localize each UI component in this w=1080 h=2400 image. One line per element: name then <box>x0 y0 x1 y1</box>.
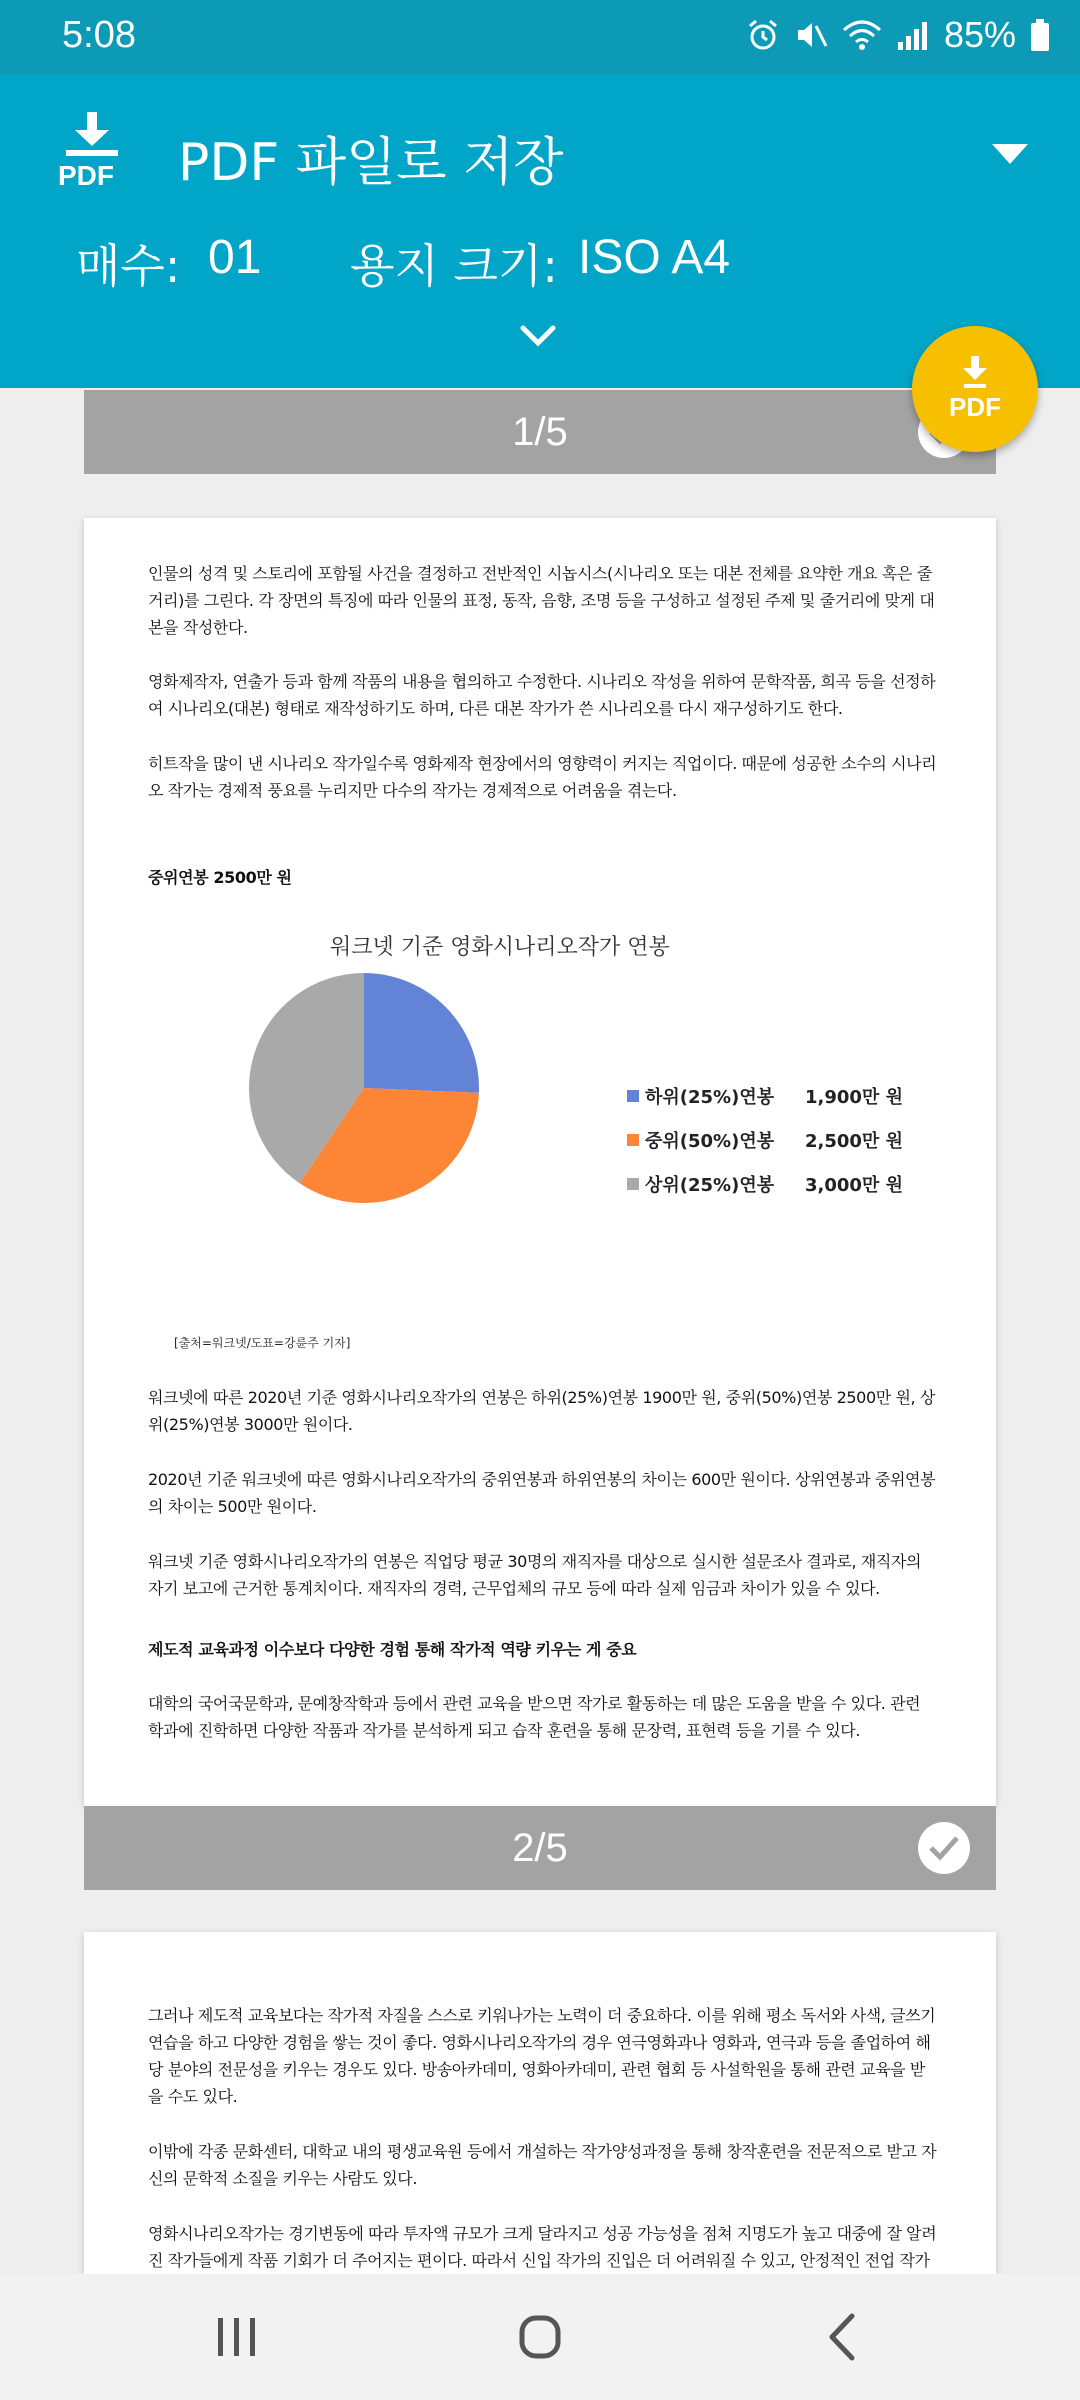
legend-item <box>627 1074 903 1118</box>
legend-swatch <box>627 1178 639 1190</box>
copies-label: 매수: <box>76 239 181 293</box>
legend-value: 3,000만 원 <box>805 1175 903 1196</box>
page-number: 1/5 <box>512 410 568 454</box>
recents-icon <box>176 2274 296 2400</box>
section-heading: 중위연봉 2500만 원 <box>148 868 292 887</box>
printer-select[interactable]: PDF 파일로 저장 <box>178 133 564 193</box>
checkmark-icon <box>928 1834 960 1862</box>
paper-size-label: 용지 크기: <box>350 239 558 293</box>
page-select-checkbox[interactable] <box>918 1822 970 1874</box>
paragraph: 이밖에 각종 문화센터, 대학교 내의 평생교육원 등에서 개설하는 작가양성과정을 통해 창작훈련을 전문적으로 받고 자신의 문학적 소질을 키우는 사람도 있다. <box>148 2142 937 2188</box>
legend-swatch <box>627 1090 639 1102</box>
paragraph: 영화제작자, 연출가 등과 함께 작품의 내용을 협의하고 수정한다. 시나리오 작성을 위하여 문학작품, 희곡 등을 선정하여 시나리오(대본) 형태로 재작성하기도 하며, 다른 대본 작가가 쓴 시나리오를 다시 재구성하기도 한다. <box>148 672 936 718</box>
download-icon <box>960 356 990 390</box>
legend-item <box>627 1162 903 1206</box>
page-banner-1 <box>84 390 996 474</box>
page-banner-2 <box>84 1806 996 1890</box>
mute-icon <box>794 18 828 52</box>
status-icons <box>746 14 1050 56</box>
paragraph: 히트작을 많이 낸 시나리오 작가일수록 영화제작 현장에서의 영향력이 커지는 직업이다. 때문에 성공한 소수의 시나리오 작가는 경제적 풍요를 누리지만 다수의 작가는 경제적으로 어려움을 겪는다. <box>148 754 937 800</box>
back-button[interactable] <box>780 2274 900 2400</box>
page-preview-3[interactable] <box>84 1932 996 2332</box>
paragraph: 그러나 제도적 교육보다는 작가적 자질을 스스로 키워나가는 노력이 더 중요하다. 이를 위해 평소 독서와 사색, 글쓰기 연습을 하고 다양한 경험을 쌓는 것이 좋다. 영화시나리오작가의 경우 연극영화과나 영화과, 연극과 등을 졸업하여 해당 분야의 전문성을 키우는 경우도 있다. 방송아카데미, 영화아카데미, 관련 협회 등 사설학원을 통해 관련 교육을 받을 수도 있다. <box>148 2006 936 2106</box>
alarm-icon <box>746 18 780 52</box>
expand-chevron-icon[interactable] <box>520 324 556 348</box>
pdf-icon-label: PDF <box>58 160 114 191</box>
legend-label: 상위(25%)연봉 <box>645 1175 775 1196</box>
chart-legend <box>627 1074 903 1206</box>
paragraph: 워크넷 기준 영화시나리오작가의 연봉은 직업당 평균 30명의 재직자를 대상으로 실시한 설문조사 결과로, 재직자의 자기 보고에 근거한 통계치이다. 재직자의 경력, 근무업체의 규모 등에 따라 실제 임금과 차이가 있을 수 있다. <box>148 1552 922 1598</box>
paper-size-value: ISO A4 <box>578 231 731 284</box>
section-heading: 제도적 교육과정 이수보다 다양한 경험 통해 작가적 역량 키우는 게 중요 <box>148 1640 637 1659</box>
pdf-download-icon <box>58 112 128 192</box>
paragraph: 인물의 성격 및 스토리에 포함될 사건을 결정하고 전반적인 시놉시스(시나리오 또는 대본 전체를 요약한 개요 혹은 줄거리)를 그린다. 각 장면의 특징에 따라 인물의 표정, 동작, 음향, 조명 등을 구성하고 설정된 주제 및 줄거리에 맞게 대본을 작성한다. <box>148 564 935 637</box>
navigation-bar <box>0 2274 1080 2400</box>
page-preview-2[interactable] <box>84 518 996 1806</box>
chart-title: 워크넷 기준 영화시나리오작가 연봉 <box>330 935 670 960</box>
download-pdf-button[interactable] <box>912 326 1038 452</box>
recents-button[interactable] <box>176 2274 296 2400</box>
legend-value: 1,900만 원 <box>805 1087 903 1108</box>
legend-label: 중위(50%)연봉 <box>645 1131 775 1152</box>
battery-icon <box>1030 18 1050 52</box>
status-time: 5:08 <box>62 14 136 56</box>
chart-source: [출처=워크넷/도표=강륜주 기자] <box>174 1336 351 1350</box>
paragraph: 2020년 기준 워크넷에 따른 영화시나리오작가의 중위연봉과 하위연봉의 차이는 600만 원이다. 상위연봉과 중위연봉의 차이는 500만 원이다. <box>148 1470 936 1516</box>
pie-slice <box>364 973 479 1093</box>
home-icon <box>480 2274 600 2400</box>
legend-swatch <box>627 1134 639 1146</box>
legend-label: 하위(25%)연봉 <box>645 1087 775 1108</box>
battery-percent: 85% <box>943 14 1016 55</box>
page-number: 2/5 <box>512 1826 568 1870</box>
print-settings-header <box>0 74 1080 388</box>
copies-value: 01 <box>208 231 262 284</box>
home-button[interactable] <box>480 2274 600 2400</box>
paragraph: 영화시나리오작가는 경기변동에 따라 투자액 규모가 크게 달라지고 성공 가능성을 점쳐 지명도가 높고 대중에 잘 알려진 작가들에게 작품 기회가 더 주어지는 편이다. 따라서 신입 작가의 진입은 더 어려워질 수 있고, 안정적인 전업 작가 <box>148 2224 937 2270</box>
pie-chart <box>244 968 484 1208</box>
wifi-icon <box>842 18 882 52</box>
paragraph: 워크넷에 따른 2020년 기준 영화시나리오작가의 연봉은 하위(25%)연봉 1900만 원, 중위(50%)연봉 2500만 원, 상위(25%)연봉 3000만 원이다. <box>148 1388 935 1434</box>
status-bar <box>0 0 1080 74</box>
back-icon <box>780 2274 900 2400</box>
paragraph: 대학의 국어국문학과, 문예창작학과 등에서 관련 교육을 받으면 작가로 활동하는 데 많은 도움을 받을 수 있다. 관련 학과에 진학하면 다양한 작품과 작가를 분석하게 되고 습작 훈련을 통해 문장력, 표현력 등을 기를 수 있다. <box>148 1694 921 1740</box>
legend-value: 2,500만 원 <box>805 1131 903 1152</box>
signal-icon <box>896 18 930 52</box>
fab-label: PDF <box>949 392 1001 422</box>
legend-item <box>627 1118 903 1162</box>
printer-dropdown-icon[interactable] <box>992 144 1028 164</box>
